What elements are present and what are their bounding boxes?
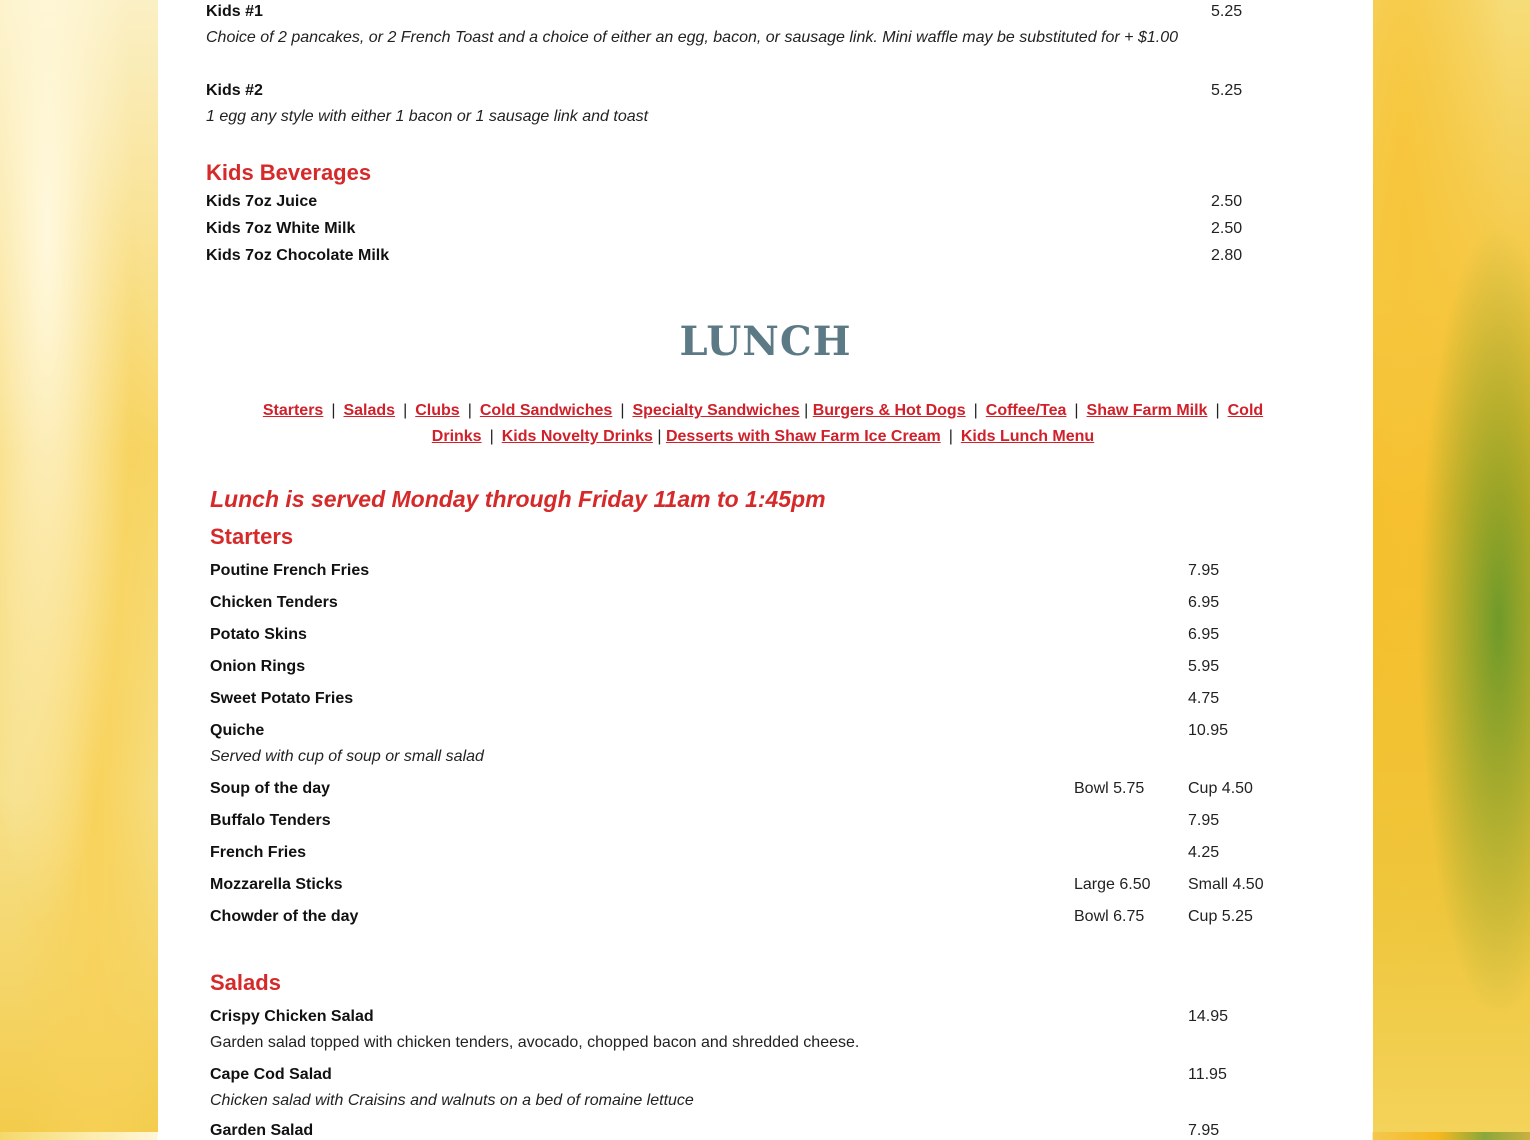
- menu-item-name: Kids 7oz Juice: [206, 193, 318, 210]
- menu-item-name: Kids #2: [206, 82, 263, 99]
- nav-link-cold-drinks[interactable]: Cold Drinks: [431, 402, 1264, 445]
- menu-item-price: 7.95: [1188, 562, 1220, 579]
- menu-item-price: 7.95: [1188, 1122, 1220, 1139]
- menu-item-price: 5.25: [1211, 82, 1243, 99]
- menu-item-price-alt: Bowl 5.75: [1074, 780, 1145, 797]
- section-heading-starters: Starters: [210, 524, 294, 549]
- menu-item-price: 4.75: [1188, 690, 1220, 707]
- section-heading-salads: Salads: [210, 970, 281, 995]
- nav-link-starters[interactable]: Starters: [262, 402, 324, 419]
- menu-item-name: Mozzarella Sticks: [210, 876, 343, 893]
- menu-item-name: Buffalo Tenders: [210, 812, 331, 829]
- nav-link-clubs[interactable]: Clubs: [415, 402, 460, 419]
- menu-item-name: Garden Salad: [210, 1122, 314, 1139]
- menu-item-price: 11.95: [1188, 1066, 1227, 1083]
- section-heading-kids-beverages: Kids Beverages: [206, 160, 372, 185]
- menu-item-name: Potato Skins: [210, 626, 307, 643]
- menu-item-price-alt: Large 6.50: [1074, 876, 1151, 893]
- nav-link-kids-novelty-drinks[interactable]: Kids Novelty Drinks: [501, 428, 653, 445]
- menu-item-name: Chowder of the day: [210, 908, 359, 925]
- menu-item-name: Quiche: [210, 722, 265, 739]
- menu-item-description: 1 egg any style with either 1 bacon or 1 sausage link and toast: [206, 108, 649, 125]
- nav-link-burgers-hot-dogs[interactable]: Burgers & Hot Dogs: [812, 402, 966, 419]
- menu-item-price: 6.95: [1188, 626, 1220, 643]
- menu-item-price: Small 4.50: [1188, 876, 1264, 893]
- menu-item-name: Chicken Tenders: [210, 594, 338, 611]
- menu-item-name: Sweet Potato Fries: [210, 690, 354, 707]
- menu-item-price: 7.95: [1188, 812, 1220, 829]
- menu-item-price: 2.50: [1211, 193, 1243, 210]
- menu-item-name: Kids #1: [206, 3, 263, 20]
- menu-item-description: Choice of 2 pancakes, or 2 French Toast and a choice of either an egg, bacon, or sausage link. Mini waffle may be substituted for + $1.00: [206, 29, 1178, 46]
- menu-item-description: Garden salad topped with chicken tenders, avocado, chopped bacon and shredded cheese.: [210, 1034, 860, 1051]
- menu-page: [158, 0, 1373, 1139]
- menu-item-price: 6.95: [1188, 594, 1220, 611]
- lunch-title: LUNCH: [679, 318, 852, 365]
- nav-link-shaw-farm-milk[interactable]: Shaw Farm Milk: [1086, 402, 1208, 419]
- menu-item-name: Cape Cod Salad: [210, 1066, 332, 1083]
- background-left: [0, 0, 158, 1132]
- nav-link-desserts[interactable]: Desserts with Shaw Farm Ice Cream: [665, 428, 941, 445]
- menu-item-price: Cup 4.50: [1188, 780, 1253, 797]
- menu-item-price: 5.25: [1211, 3, 1243, 20]
- nav-link-kids-lunch-menu[interactable]: Kids Lunch Menu: [960, 428, 1095, 445]
- menu-item-description: Chicken salad with Craisins and walnuts on a bed of romaine lettuce: [210, 1092, 694, 1109]
- menu-item-price: 2.80: [1211, 247, 1243, 264]
- lunch-section-nav: Starters | Salads | Clubs | Cold Sandwiches | Specialty Sandwiches | Burgers & Hot Dogs | Coffee/Tea | Shaw Farm Milk | Cold Drinks | Kids Novelty Drinks | Desserts with Shaw Farm Ice Cream | Kids Lunch Menu: [262, 402, 1264, 445]
- lunch-hours-notice: Lunch is served Monday through Friday 11am to 1:45pm: [210, 486, 826, 512]
- menu-item-price: 4.25: [1188, 844, 1220, 861]
- nav-link-coffee-tea[interactable]: Coffee/Tea: [985, 402, 1067, 419]
- nav-link-salads[interactable]: Salads: [343, 402, 396, 419]
- menu-item-description: Served with cup of soup or small salad: [210, 748, 484, 765]
- menu-item-price-alt: Bowl 6.75: [1074, 908, 1145, 925]
- menu-item-name: Onion Rings: [210, 658, 306, 675]
- menu-item-name: Crispy Chicken Salad: [210, 1008, 374, 1025]
- menu-item-price: 5.95: [1188, 658, 1220, 675]
- menu-item-name: Kids 7oz Chocolate Milk: [206, 247, 390, 264]
- nav-link-specialty-sandwiches[interactable]: Specialty Sandwiches: [632, 402, 800, 419]
- menu-item-price: 10.95: [1188, 722, 1229, 739]
- menu-item-name: French Fries: [210, 844, 307, 861]
- menu-item-name: Soup of the day: [210, 780, 330, 797]
- menu-item-price: Cup 5.25: [1188, 908, 1253, 925]
- menu-item-price: 2.50: [1211, 220, 1243, 237]
- menu-item-name: Poutine French Fries: [210, 562, 370, 579]
- nav-link-cold-sandwiches[interactable]: Cold Sandwiches: [479, 402, 613, 419]
- background-right: [1373, 0, 1530, 1132]
- menu-item-name: Kids 7oz White Milk: [206, 220, 356, 237]
- menu-item-price: 14.95: [1188, 1008, 1229, 1025]
